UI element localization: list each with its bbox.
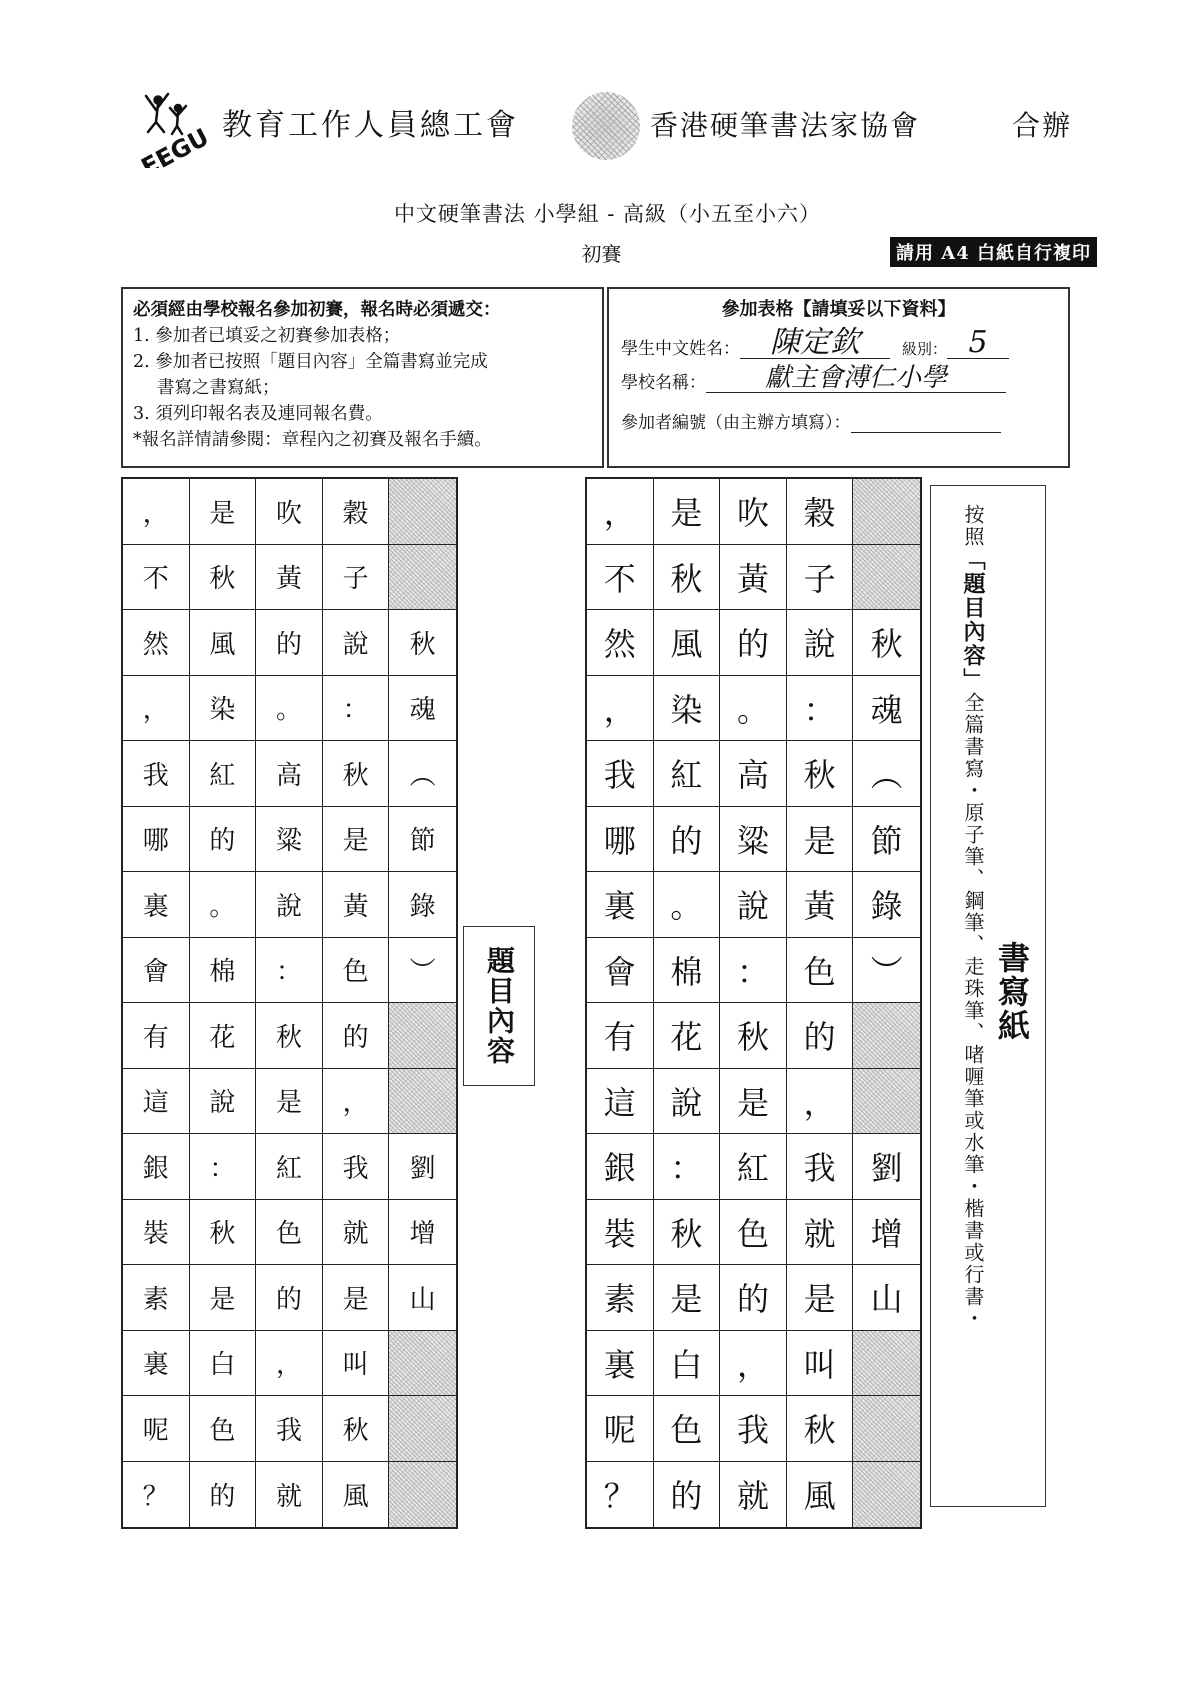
topic-cell: 魂 — [389, 676, 456, 742]
topic-cell: 紅 — [190, 741, 257, 807]
participant-id-field[interactable] — [851, 412, 1001, 433]
topic-cell: 就 — [256, 1462, 323, 1528]
topic-cell: ︶ — [389, 938, 456, 1004]
requirements-note: *報名詳情請參閱：章程內之初賽及報名手續。 — [133, 430, 492, 450]
eegu-logo-text: EEGU — [136, 122, 214, 168]
requirement-item: 3. 須列印報名表及連同報名費。 — [133, 404, 383, 424]
writing-cell[interactable]: 的 — [720, 1265, 787, 1331]
writing-cell[interactable]: 說 — [787, 610, 854, 676]
topic-cell: 這 — [123, 1069, 190, 1135]
topic-cell: 劉 — [389, 1134, 456, 1200]
writing-cell[interactable]: 黃 — [720, 545, 787, 611]
writing-cell[interactable]: 是 — [654, 479, 721, 545]
writing-cell[interactable]: 素 — [587, 1265, 654, 1331]
topic-cell: 山 — [389, 1265, 456, 1331]
topic-cell: 子 — [323, 545, 390, 611]
topic-cell: 錄 — [389, 872, 456, 938]
writing-cell[interactable]: 紅 — [720, 1134, 787, 1200]
writing-cell[interactable]: ︵ — [853, 741, 920, 807]
topic-cell: 染 — [190, 676, 257, 742]
writing-cell[interactable]: 是 — [654, 1265, 721, 1331]
topic-cell: 花 — [190, 1003, 257, 1069]
topic-cell: ： — [323, 676, 390, 742]
requirement-item: 1. 參加者已填妥之初賽參加表格； — [133, 326, 401, 346]
topic-cell: 素 — [123, 1265, 190, 1331]
requirements-box — [121, 287, 604, 468]
writing-cell[interactable]: 是 — [787, 807, 854, 873]
writing-cell[interactable]: 色 — [787, 938, 854, 1004]
writing-cell[interactable]: ， — [787, 1069, 854, 1135]
writing-cell[interactable]: 秋 — [787, 741, 854, 807]
writing-cell[interactable]: 花 — [654, 1003, 721, 1069]
writing-instructions-box — [930, 485, 1046, 1507]
writing-cell-shaded[interactable] — [853, 1396, 920, 1462]
topic-cell: ， — [123, 479, 190, 545]
topic-cell-shaded — [389, 1331, 456, 1397]
writing-cell[interactable]: ， — [587, 479, 654, 545]
topic-cell: 會 — [123, 938, 190, 1004]
writing-cell[interactable]: 。 — [720, 676, 787, 742]
calligraphy-association-seal — [572, 92, 640, 160]
topic-cell: 色 — [190, 1396, 257, 1462]
instructions-rest: 全篇書寫・原子筆、鋼筆、走珠筆、啫喱筆或水筆・楷書或行書・ — [961, 692, 985, 1330]
topic-cell: 呢 — [123, 1396, 190, 1462]
topic-cell: 是 — [256, 1069, 323, 1135]
writing-cell[interactable]: 說 — [720, 872, 787, 938]
writing-cell-shaded[interactable] — [853, 1331, 920, 1397]
topic-cell: 風 — [323, 1462, 390, 1528]
topic-cell-shaded — [389, 1462, 456, 1528]
writing-cell[interactable]: ： — [654, 1134, 721, 1200]
writing-cell[interactable]: 高 — [720, 741, 787, 807]
writing-cell[interactable]: 裝 — [587, 1200, 654, 1266]
writing-cell[interactable]: 染 — [654, 676, 721, 742]
topic-cell: 節 — [389, 807, 456, 873]
entry-form-heading: 參加表格【請填妥以下資料】 — [721, 299, 956, 320]
topic-cell: 裏 — [123, 1331, 190, 1397]
requirement-item: 書寫之書寫紙； — [157, 378, 280, 398]
topic-cell: 。 — [256, 676, 323, 742]
topic-cell: ， — [123, 676, 190, 742]
writing-cell[interactable]: 魂 — [853, 676, 920, 742]
writing-cell[interactable]: 的 — [654, 1462, 721, 1528]
topic-cell-shaded — [389, 1069, 456, 1135]
grade-field[interactable]: 5 — [947, 328, 1009, 359]
topic-cell: 說 — [190, 1069, 257, 1135]
topic-cell: 裏 — [123, 872, 190, 938]
requirements-heading: 必須經由學校報名參加初賽，報名時必須遞交： — [133, 300, 501, 320]
topic-cell: 就 — [323, 1200, 390, 1266]
writing-cell[interactable]: 。 — [654, 872, 721, 938]
writing-cell[interactable]: 的 — [654, 807, 721, 873]
writing-cell[interactable]: 風 — [787, 1462, 854, 1528]
topic-cell: 我 — [323, 1134, 390, 1200]
writing-cell[interactable]: 我 — [787, 1134, 854, 1200]
topic-cell: 秋 — [190, 1200, 257, 1266]
participant-id-label: 參加者編號（由主辦方填寫）： — [621, 413, 851, 433]
writing-cell[interactable]: 山 — [853, 1265, 920, 1331]
topic-cell: 的 — [256, 610, 323, 676]
student-name-label: 學生中文姓名： — [621, 339, 740, 359]
topic-cell: 說 — [323, 610, 390, 676]
writing-cell-shaded[interactable] — [853, 1069, 920, 1135]
instructions-quoted: 「題目內容」 — [960, 548, 986, 692]
writing-cell-shaded[interactable] — [853, 479, 920, 545]
topic-cell: 哪 — [123, 807, 190, 873]
topic-cell: ， — [323, 1069, 390, 1135]
topic-cell: ？ — [123, 1462, 190, 1528]
writing-cell[interactable]: 這 — [587, 1069, 654, 1135]
instructions-prefix: 按照 — [961, 504, 985, 548]
requirement-item: 2. 參加者已按照「題目內容」全篇書寫並完成 — [133, 352, 488, 372]
topic-cell: ： — [190, 1134, 257, 1200]
organizer-2-name: 香港硬筆書法家協會 — [650, 109, 921, 142]
writing-cell[interactable]: 呢 — [587, 1396, 654, 1462]
topic-cell: 有 — [123, 1003, 190, 1069]
topic-content-grid — [121, 477, 458, 1529]
writing-instructions-text — [961, 504, 985, 1330]
writing-cell[interactable]: 銀 — [587, 1134, 654, 1200]
writing-cell[interactable]: ︶ — [853, 938, 920, 1004]
writing-cell[interactable]: 錄 — [853, 872, 920, 938]
topic-cell: 是 — [323, 807, 390, 873]
writing-cell[interactable]: 裏 — [587, 1331, 654, 1397]
writing-cell[interactable]: ： — [720, 938, 787, 1004]
topic-cell: 穀 — [323, 479, 390, 545]
writing-cell[interactable]: 色 — [654, 1396, 721, 1462]
topic-cell: 秋 — [256, 1003, 323, 1069]
writing-cell[interactable]: 有 — [587, 1003, 654, 1069]
topic-cell: 我 — [256, 1396, 323, 1462]
topic-cell: 不 — [123, 545, 190, 611]
writing-cell[interactable]: 會 — [587, 938, 654, 1004]
writing-cell[interactable]: 秋 — [853, 610, 920, 676]
topic-cell: 色 — [323, 938, 390, 1004]
writing-cell[interactable]: 是 — [720, 1069, 787, 1135]
writing-sheet-grid — [585, 477, 922, 1529]
topic-cell: 黃 — [256, 545, 323, 611]
topic-cell: 然 — [123, 610, 190, 676]
writing-cell[interactable]: 就 — [787, 1200, 854, 1266]
school-name-field[interactable]: 獻主會溥仁小學 — [706, 364, 1006, 393]
topic-cell: 的 — [190, 1462, 257, 1528]
school-name-label: 學校名稱： — [621, 373, 706, 393]
a4-copy-note: 請用 A4 白紙自行複印 — [890, 237, 1097, 267]
topic-cell: 粱 — [256, 807, 323, 873]
writing-cell[interactable]: 我 — [720, 1396, 787, 1462]
school-row — [621, 359, 1056, 393]
writing-cell[interactable]: 棉 — [654, 938, 721, 1004]
topic-cell: 棉 — [190, 938, 257, 1004]
topic-cell: 秋 — [323, 1396, 390, 1462]
topic-cell: 色 — [256, 1200, 323, 1266]
writing-cell[interactable]: 說 — [654, 1069, 721, 1135]
writing-cell[interactable]: 叫 — [787, 1331, 854, 1397]
co-organize-label: 合辦 — [1012, 109, 1073, 142]
topic-cell: 裝 — [123, 1200, 190, 1266]
writing-cell[interactable]: 節 — [853, 807, 920, 873]
topic-cell: 秋 — [389, 610, 456, 676]
topic-cell-shaded — [389, 545, 456, 611]
topic-cell: 。 — [190, 872, 257, 938]
topic-cell: 紅 — [256, 1134, 323, 1200]
writing-cell[interactable]: 秋 — [720, 1003, 787, 1069]
writing-cell[interactable]: ？ — [587, 1462, 654, 1528]
writing-cell[interactable]: 秋 — [654, 545, 721, 611]
grade-label: 級別： — [902, 340, 948, 358]
writing-cell[interactable]: 就 — [720, 1462, 787, 1528]
topic-cell: 是 — [190, 479, 257, 545]
competition-subtitle: 中文硬筆書法 小學組 - 高級（小五至小六） — [393, 202, 822, 226]
topic-cell: 我 — [123, 741, 190, 807]
topic-cell: 黃 — [323, 872, 390, 938]
writing-cell-shaded[interactable] — [853, 545, 920, 611]
topic-cell: 說 — [256, 872, 323, 938]
writing-cell[interactable]: 子 — [787, 545, 854, 611]
writing-cell[interactable]: 粱 — [720, 807, 787, 873]
writing-cell[interactable]: 白 — [654, 1331, 721, 1397]
writing-cell[interactable]: 吹 — [720, 479, 787, 545]
writing-cell[interactable]: 我 — [587, 741, 654, 807]
writing-cell[interactable]: 穀 — [787, 479, 854, 545]
topic-cell: 叫 — [323, 1331, 390, 1397]
topic-cell-shaded — [389, 1396, 456, 1462]
writing-cell[interactable]: 紅 — [654, 741, 721, 807]
topic-cell: 的 — [323, 1003, 390, 1069]
writing-cell[interactable]: 不 — [587, 545, 654, 611]
writing-cell[interactable]: ， — [720, 1331, 787, 1397]
writing-sheet-title: 書寫紙 — [993, 941, 1031, 1043]
writing-cell[interactable]: 秋 — [654, 1200, 721, 1266]
writing-cell[interactable]: 哪 — [587, 807, 654, 873]
topic-cell: ： — [256, 938, 323, 1004]
writing-cell[interactable]: 的 — [787, 1003, 854, 1069]
round-label: 初賽 — [581, 242, 622, 266]
topic-cell: 風 — [190, 610, 257, 676]
topic-cell-shaded — [389, 479, 456, 545]
topic-cell: 秋 — [323, 741, 390, 807]
topic-cell: 高 — [256, 741, 323, 807]
organizer-1-name: 教育工作人員總工會 — [222, 108, 519, 143]
name-row — [621, 325, 1056, 359]
topic-cell-shaded — [389, 1003, 456, 1069]
writing-cell[interactable]: 是 — [787, 1265, 854, 1331]
topic-cell: 白 — [190, 1331, 257, 1397]
writing-cell[interactable]: 增 — [853, 1200, 920, 1266]
writing-cell[interactable]: 裏 — [587, 872, 654, 938]
topic-content-label: 題目內容 — [463, 926, 535, 1086]
entry-form-box — [607, 287, 1070, 468]
writing-cell[interactable]: 秋 — [787, 1396, 854, 1462]
topic-cell: 的 — [256, 1265, 323, 1331]
topic-cell: ︵ — [389, 741, 456, 807]
topic-cell: ， — [256, 1331, 323, 1397]
topic-cell: 吹 — [256, 479, 323, 545]
topic-cell: 是 — [190, 1265, 257, 1331]
student-name-field[interactable]: 陳定欽 — [740, 328, 890, 359]
eegu-logo — [128, 88, 220, 168]
writing-cell[interactable]: ： — [787, 676, 854, 742]
writing-cell[interactable]: 風 — [654, 610, 721, 676]
topic-cell: 是 — [323, 1265, 390, 1331]
writing-cell-shaded[interactable] — [853, 1003, 920, 1069]
writing-cell[interactable]: 色 — [720, 1200, 787, 1266]
writing-cell[interactable]: 然 — [587, 610, 654, 676]
writing-cell[interactable]: ， — [587, 676, 654, 742]
topic-cell: 的 — [190, 807, 257, 873]
topic-cell: 銀 — [123, 1134, 190, 1200]
writing-cell[interactable]: 的 — [720, 610, 787, 676]
writing-cell-shaded[interactable] — [853, 1462, 920, 1528]
topic-cell: 秋 — [190, 545, 257, 611]
topic-cell: 增 — [389, 1200, 456, 1266]
writing-cell[interactable]: 劉 — [853, 1134, 920, 1200]
participant-id-row — [621, 393, 1056, 433]
writing-cell[interactable]: 黃 — [787, 872, 854, 938]
